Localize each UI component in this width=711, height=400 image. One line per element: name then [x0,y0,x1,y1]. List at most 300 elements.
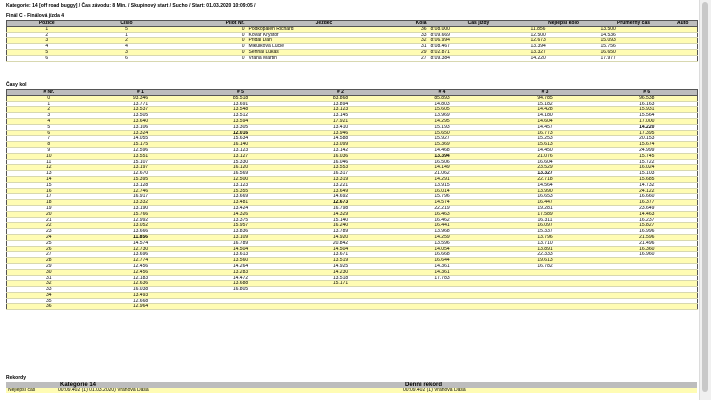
lap-cell: 13.969 [391,113,494,119]
lap-cell: 13.553 [291,165,391,171]
lap-cell: 16.317 [291,171,391,177]
lap-cell: 17.395 [597,130,698,136]
final-result-cell: 8:08.467 [429,44,529,50]
lap-cell: 16.237 [597,217,698,223]
lap-cell: 17.921 [291,118,391,124]
lap-cell: 14.574 [91,240,191,246]
lap-cell: 26 [7,246,91,252]
final-result-cell: 8:09.384 [429,55,529,61]
lap-cell: 13.891 [494,246,597,252]
lap-cell: 85.518 [191,95,291,101]
lap-cell: 0 [7,95,91,101]
final-title: Finál C - Finálová jízda 4 [6,13,65,19]
lap-cell: 14.472 [191,275,291,281]
final-result-cell: 13.327 [529,49,599,55]
lap-cell: 17.000 [597,118,698,124]
lap-cell: 14.361 [391,269,494,275]
lap-cell: 13.123 [191,147,291,153]
laps-title: Časy kol [6,82,27,88]
lap-cell: 14.732 [597,182,698,188]
lap-cell: 13.688 [191,281,291,287]
lap-cell: 13.691 [191,101,291,107]
lap-cell: 19.613 [494,258,597,264]
lap-cell: 14.295 [391,118,494,124]
final-result-cell: 13.394 [529,44,599,50]
lap-cell: 14.463 [597,211,698,217]
lap-cell: 14.149 [391,165,494,171]
lap-cell: 12.636 [91,281,191,287]
lap-cell: 13.327 [494,171,597,177]
lap-cell: 96.538 [597,95,698,101]
final-result-cell: 8:08.000 [429,26,529,32]
lap-cell: 16.805 [191,287,291,293]
lap-cell: 15.931 [597,107,698,113]
final-result-cell: 27 [402,55,429,61]
lap-cell: 16.120 [191,165,291,171]
lap-cell [391,304,494,310]
lap-cell: 13.505 [91,113,191,119]
lap-cell: 23 [7,229,91,235]
lap-cell: 21.062 [391,171,494,177]
column-header: # 6 [597,90,698,96]
lap-cell: 13.836 [191,229,291,235]
lap-cell: 17.783 [391,275,494,281]
lap-cell: 16.377 [597,200,698,206]
lap-cell: 8 [7,142,91,148]
column-header: Číslo [87,21,167,27]
lap-cell: 29 [7,263,91,269]
lap-cell: 13.052 [91,223,191,229]
lap-cell: 14.564 [494,182,597,188]
final-result-cell: 13.500 [599,26,669,32]
final-result-cell: 8:02.871 [429,49,529,55]
final-result-cell: 3 [7,38,87,44]
lap-cell: 23.529 [494,165,597,171]
column-header: Průměrný čas [599,21,669,27]
lap-cell: 16.644 [391,258,494,264]
lap-cell: 21.496 [597,240,698,246]
lap-cell: 16.996 [597,229,698,235]
lap-cell: 16.463 [391,211,494,217]
lap-cell: 25 [7,240,91,246]
lap-cell: 22.718 [494,176,597,182]
lap-cell: 15.927 [391,136,494,142]
lap-cell: 15.564 [597,113,698,119]
records-title: Rekordy [6,375,27,381]
column-header: # Nr. [7,90,91,96]
lap-cell: 10 [7,153,91,159]
lap-cell: 3 [7,113,91,119]
column-header: Denní rekord [401,382,697,388]
lap-cell: 16.447 [494,200,597,206]
lap-cell: 14.457 [494,124,597,130]
lap-cell: 15.140 [291,217,391,223]
lap-cell: 12.673 [291,200,391,206]
lap-cell: 22.333 [494,252,597,258]
final-result-cell: 8:06.994 [429,38,529,44]
lap-cell: 13.109 [191,234,291,240]
lap-cell: 21.596 [597,234,698,240]
lap-cell: 13.190 [91,205,191,211]
lap-cell: 16 [7,188,91,194]
lap-cell: 15.605 [391,107,494,113]
lap-cell: 14.468 [391,147,494,153]
lap-cell: 12.992 [91,217,191,223]
lap-cell [191,304,291,310]
lap-cell: 16.462 [391,217,494,223]
lap-cell: 20 [7,211,91,217]
lap-cell: 11.856 [91,234,191,240]
lap-cell: 13.968 [391,229,494,235]
final-result-cell: 0 [167,38,247,44]
lap-cell: 15.827 [597,223,698,229]
lap-cell: 13.493 [91,292,191,298]
lap-cell: 15.171 [291,281,391,287]
lap-cell: 16.782 [494,263,597,269]
lap-cell: 9 [7,147,91,153]
lap-cell: 2 [7,107,91,113]
final-result-cell: 33 [402,32,429,38]
lap-cell: 13.518 [291,275,391,281]
lap-cell: 14.504 [291,246,391,252]
final-result-cell: 0 [167,32,247,38]
lap-cell: 17.589 [494,211,597,217]
lap-cell: 27 [7,252,91,258]
lap-cell: 15.253 [494,136,597,142]
lap-cell: 16.311 [494,217,597,223]
lap-cell: 30 [7,269,91,275]
lap-cell: 12.456 [91,263,191,269]
lap-cell [494,304,597,310]
lap-cell: 12.183 [91,275,191,281]
vertical-scrollbar[interactable] [699,0,711,400]
lap-cell: 12.456 [91,269,191,275]
final-result-cell: 0 [167,26,247,32]
column-header: # 4 [391,90,494,96]
lap-cell: 24.122 [597,188,698,194]
lap-cell: 6 [7,130,91,136]
lap-cell: 15.634 [191,136,291,142]
final-result-cell: Sehnal Lukáš [247,49,402,55]
lap-cell: 24 [7,234,91,240]
final-result-cell: 29 [402,49,429,55]
final-result-cell: 17.977 [599,55,669,61]
lap-cell: 15.613 [494,142,597,148]
lap-cell: 16.604 [494,159,597,165]
column-header: # 5 [191,90,291,96]
lap-cell: 20.153 [597,136,698,142]
final-result-cell: 11.856 [529,26,599,32]
lap-cell: 15.674 [597,142,698,148]
lap-cell: 21 [7,217,91,223]
final-result-cell: 6 [87,55,167,61]
lap-cell: 13.537 [91,107,191,113]
lap-cell: 36 [7,304,91,310]
final-result-cell: 3 [87,49,167,55]
record-cell: 00:09.402 (1) Vránová Dáša [401,388,697,393]
column-header: Kategorie 14 [56,382,401,388]
lap-cell: 12.746 [91,188,191,194]
final-results-table [6,20,698,62]
lap-cell: 12.774 [91,258,191,264]
race-header: Kategorie: 14 [off road buggy] / Čas závodu: 8 Min. / Skupinový start / Sucho / Start: 01.03.2020 10:09:05 / [6,3,256,9]
column-header: Nejlepší kolo [529,21,599,27]
lap-cell: 18 [7,200,91,206]
lap-cell: 13.796 [494,234,597,240]
lap-cell: 13.594 [191,118,291,124]
lap-cell: 16.960 [597,252,698,258]
record-cell: 00:09.402 (1) 01.03.2020) Vrânová Dáša [56,388,401,393]
lap-cell: 21.076 [494,153,597,159]
lap-cell: 14.604 [494,118,597,124]
final-result-cell: Podkopalen Richard [247,26,402,32]
column-header: # 1 [91,90,191,96]
lap-cell: 14.588 [291,136,391,142]
lap-cell: 15 [7,182,91,188]
final-result-cell: 0 [167,55,247,61]
lap-cell: 13.596 [391,240,494,246]
lap-cell [291,304,391,310]
column-header: Kola [402,21,429,27]
lap-cell: 16.240 [291,223,391,229]
lap-cell: 13.666 [91,229,191,235]
lap-cell: 13.332 [91,200,191,206]
lap-cell: 14.920 [291,234,391,240]
lap-cell: 16.360 [597,246,698,252]
final-result-cell: 5 [87,26,167,32]
lap-cell: 13.946 [291,130,391,136]
lap-cell: 15.107 [91,159,191,165]
column-header: Jezdec [247,21,402,27]
lap-cell: 16.036 [291,153,391,159]
lap-cell: 15.766 [91,211,191,217]
column-header: Čas jízdy [429,21,529,27]
column-header: # 3 [494,90,597,96]
record-row [6,388,697,393]
lap-cell: 16.140 [191,142,291,148]
lap-cell: 13.221 [291,182,391,188]
lap-cell: 13.519 [291,258,391,264]
lap-cell: 16.653 [494,194,597,200]
lap-cell: 14.180 [494,113,597,119]
lap-cell: 13.789 [291,229,391,235]
final-result-cell [669,55,698,61]
lap-cell: 14.259 [391,234,494,240]
final-result-cell: 2 [7,32,87,38]
lap-cell: 14 [7,176,91,182]
record-cell: Nejlepší čas [6,388,56,393]
lap-cell: 12.596 [91,147,191,153]
final-result-cell: 12.673 [529,38,599,44]
lap-cell: 13.696 [91,252,191,258]
column-header: Pilot Nr. [167,21,247,27]
lap-cell: 15.722 [597,159,698,165]
lap-cell: 13.106 [91,124,191,130]
final-result-cell: 14.536 [599,32,669,38]
final-result-cell: 6 [7,55,87,61]
lap-cell: 32 [7,281,91,287]
final-result-cell: Vrána Martin [247,55,402,61]
lap-cell: 22.219 [391,205,494,211]
final-result-cell: 5 [7,49,87,55]
lap-cell: 15.330 [191,159,291,165]
lap-cell: 14.326 [191,211,291,217]
lap-cell: 93.346 [91,95,191,101]
lap-cell: 13.127 [191,153,291,159]
lap-cell: 15.796 [391,194,494,200]
final-result-cell: 16.650 [599,49,669,55]
lap-cell: 13.099 [291,142,391,148]
lap-cell: 15.193 [391,124,494,130]
final-result-cell: Kovář Kryštof [247,32,402,38]
lap-cell: 13.671 [291,252,391,258]
column-header: Pozice [7,21,87,27]
lap-cell: 13.375 [191,217,291,223]
lap-cell: 13.551 [91,153,191,159]
lap-cell: 12.670 [91,171,191,177]
lap-cell: 16.014 [391,188,494,194]
lap-cell: 20.842 [291,240,391,246]
lap-cell: 15.337 [494,229,597,235]
lap-cell: 13.894 [291,101,391,107]
lap-cell: 13.771 [91,101,191,107]
lap-cell: 13.669 [191,194,291,200]
lap-cell: 12.500 [191,176,291,182]
lap-cell: 14.361 [391,263,494,269]
lap-cell: 13.481 [191,200,291,206]
lap-cell: 11 [7,159,91,165]
lap-cell: 13.142 [291,147,391,153]
lap-cell: 13.649 [291,188,391,194]
lap-cell: 13.128 [91,182,191,188]
final-result-cell: 15.756 [599,44,669,50]
lap-cell: 14.055 [91,136,191,142]
lap-cell: 16.046 [291,159,391,165]
lap-cell: 16.441 [391,223,494,229]
lap-cell: 12.730 [91,246,191,252]
column-header: Auto [669,21,698,27]
lap-cell: 13.710 [494,240,597,246]
lap-cell: 13.424 [191,205,291,211]
lap-cell: 15.182 [494,101,597,107]
lap-cell: 16.506 [391,159,494,165]
final-result-cell: Mikulková Lucie [247,44,402,50]
lap-cell: 16.038 [91,287,191,293]
lap-cell: 14.329 [291,211,391,217]
lap-cell: 16.917 [91,194,191,200]
lap-cell: 14.054 [391,246,494,252]
lap-cell: 15.650 [391,130,494,136]
lap-cell: 19 [7,205,91,211]
lap-cell: 17 [7,194,91,200]
lap-cell: 15.175 [91,142,191,148]
lap-cell: 16.097 [494,223,597,229]
lap-cell: 13.394 [391,153,494,159]
lap-cell: 15.395 [91,176,191,182]
lap-cell: 14.220 [597,124,698,130]
lap-cell: 34 [7,292,91,298]
lap-cell: 7 [7,136,91,142]
final-result-cell: 36 [402,26,429,32]
scrollbar-thumb[interactable] [702,2,708,392]
lap-cell: 13.915 [391,182,494,188]
lap-cell: 23.649 [597,205,698,211]
lap-cell: 15.355 [191,188,291,194]
lap-cell: 13.123 [191,182,291,188]
lap-cell: 13.640 [91,118,191,124]
lap-cell: 13.197 [91,165,191,171]
lap-cell: 83.868 [291,95,391,101]
final-result-cell: 31 [402,44,429,50]
lap-cell: 13.512 [191,113,291,119]
lap-cell: 13.283 [191,269,291,275]
lap-cell: 31 [7,275,91,281]
lap-cell: 13.145 [291,113,391,119]
records-table [6,382,697,393]
lap-cell: 13.319 [291,176,391,182]
final-result-cell: 8:09.669 [429,32,529,38]
lap-cell [597,304,698,310]
lap-cell: 15.957 [191,223,291,229]
lap-cell: 13 [7,171,91,177]
lap-cell: 15.685 [597,176,698,182]
lap-cell: 16.024 [597,165,698,171]
final-result-row [7,55,698,61]
final-result-cell: 15.093 [599,38,669,44]
final-result-cell: 4 [87,44,167,50]
lap-cell: 14.925 [291,263,391,269]
lap-cell: 13.123 [291,107,391,113]
lap-cell: 28 [7,258,91,264]
lap-cell: 94.785 [494,95,597,101]
lap-cell: 14.574 [391,200,494,206]
lap-cell: 12.016 [191,130,291,136]
final-result-cell: 1 [7,26,87,32]
lap-cell: 4 [7,118,91,124]
lap-cell: 12.964 [91,304,191,310]
lap-cell: 14.504 [191,246,291,252]
lap-cell: 22 [7,223,91,229]
lap-cell: 5 [7,124,91,130]
lap-cell: 13.548 [191,107,291,113]
lap-cell: 16.773 [494,130,597,136]
final-result-cell: 2 [87,38,167,44]
final-result-cell: Přidal Dan [247,38,402,44]
final-result-cell: 32 [402,38,429,44]
final-result-cell: 0 [167,44,247,50]
lap-times-table [6,89,698,310]
lap-cell: 13.990 [494,188,597,194]
lap-row [7,304,698,310]
final-result-cell: 4 [7,44,87,50]
lap-cell: 16.660 [597,194,698,200]
lap-cell: 15.103 [597,171,698,177]
lap-cell: 24.999 [597,147,698,153]
lap-cell: 16.668 [391,252,494,258]
lap-cell: 16.569 [191,171,291,177]
lap-cell: 19.281 [494,205,597,211]
lap-cell: 14.803 [391,101,494,107]
lap-cell: 14.264 [191,263,291,269]
lap-cell: 33 [7,287,91,293]
lap-cell: 12 [7,165,91,171]
column-header: # 2 [291,90,391,96]
lap-cell: 14.230 [291,269,391,275]
final-result-cell: 12.500 [529,32,599,38]
lap-cell: 1 [7,101,91,107]
lap-cell: 14.692 [291,194,391,200]
lap-cell: 35 [7,298,91,304]
